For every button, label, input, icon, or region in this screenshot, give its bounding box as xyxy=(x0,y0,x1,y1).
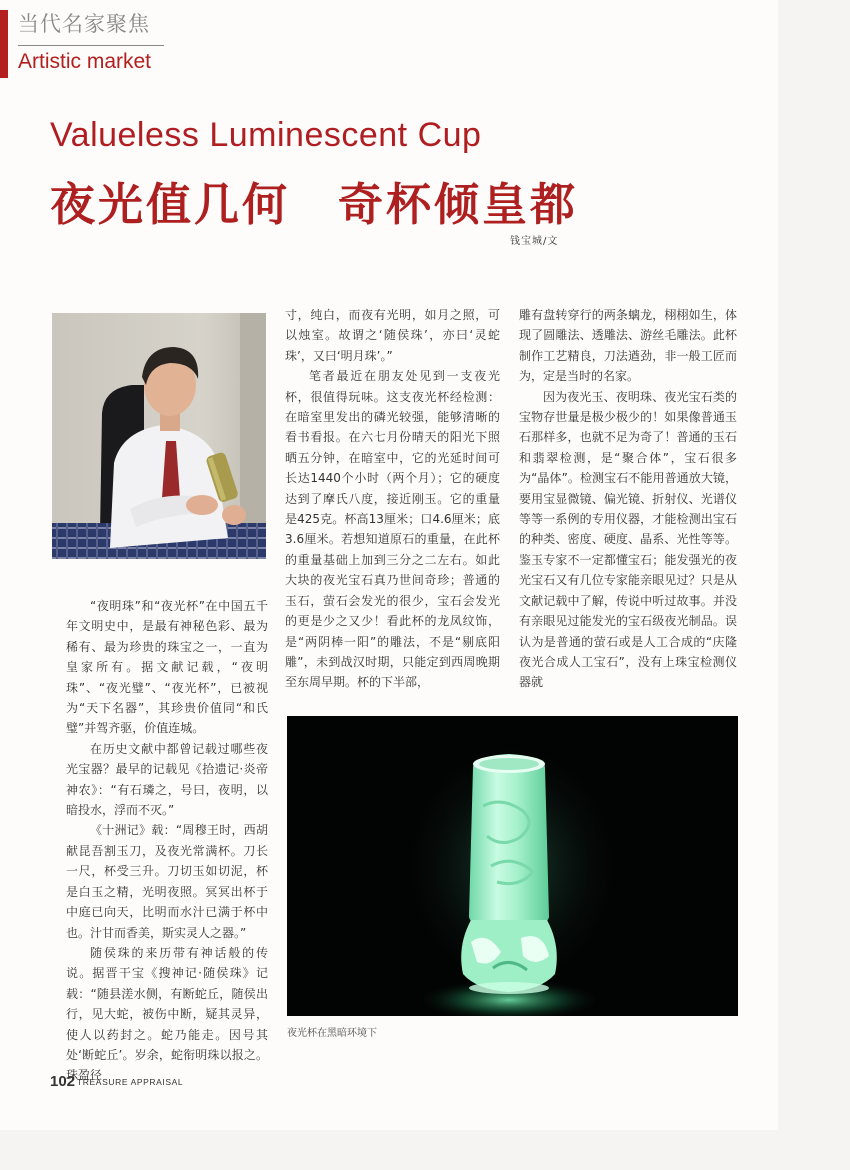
section-title-cn: 当代名家聚焦 xyxy=(18,12,150,36)
article-title-en: Valueless Luminescent Cup xyxy=(50,116,482,154)
section-accent-bar xyxy=(0,10,8,78)
paragraph: 随侯珠的来历带有神话般的传说。据晋干宝《搜神记·随侯珠》记载：“随县溠水侧，有断蛇丘，随侯出行，见大蛇，被伤中断，疑其灵异，使人以药封之。蛇乃能走。因号其处‘断蛇丘’。岁余，蛇衔明珠以报之。珠盈径 xyxy=(66,945,268,1083)
paragraph: 笔者最近在朋友处见到一支夜光杯，很值得玩味。这支夜光杯经检测：在暗室里发出的磷光较强，能够清晰的看书看报。在六七月份晴天的阳光下照晒五分钟，在暗室中，它的光延时间可长达1440个小时（两个月）；它的硬度达到了摩氏八度，接近刚玉。它的重量是425克。杯高13厘米；口4.6厘米；底3.6厘米。若想知道原石的重量，在此杯的重量基础上加到三分之二左右。如此大块的夜光宝石真乃世间奇珍；普通的玉石，萤石会发光的很少，宝石会发光的更是少之又少！看此杯的龙凤纹饰，是“两阴棒一阳”的雕法，不是“剔底阳雕”，未到战汉时期，只能定到西周晚期至东周早期。杯的下半部， xyxy=(285,369,500,690)
article-column-1 xyxy=(66,596,268,1086)
paragraph: 《十洲记》载：“周穆王时，西胡献昆吾割玉刀，及夜光常满杯。刀长一尺，杯受三升。刀切玉如切泥，杯是白玉之精，光明夜照。冥冥出杯于中庭已向天，比明而水汁已满于杯中也。汁甘而香美，斯实灵人之器。” xyxy=(66,823,268,940)
section-divider xyxy=(18,45,164,46)
publication-name: TREASURE APPRAISAL xyxy=(77,1077,184,1087)
luminescent-cup-photo xyxy=(287,716,738,1016)
paragraph: “夜明珠”和“夜光杯”在中国五千年文明史中，是最有神秘色彩、最为稀有、最为珍贵的珠宝之一，一直为皇家所有。据文献记载，“夜明珠”、“夜光璧”、“夜光杯”，已被视为“天下名器”，其珍贵价值同“和氏璧”并驾齐驱，价值连城。 xyxy=(66,599,268,736)
paragraph: 寸，纯白，而夜有光明，如月之照，可以烛室。故谓之‘随侯珠’，亦曰‘灵蛇珠’，又曰‘明月珠’。” xyxy=(285,308,500,363)
section-title-en: Artistic market xyxy=(18,50,152,73)
article-column-3 xyxy=(519,305,737,693)
figure-caption: 夜光杯在黑暗环境下 xyxy=(287,1028,377,1039)
paragraph: 雕有盘转穿行的两条螭龙，栩栩如生，体现了圆雕法、透雕法、游丝毛雕法。此杯制作工艺精良，刀法遒劲，非一般工匠而为，定是当时的名家。 xyxy=(519,308,737,384)
article-author: 钱宝城/文 xyxy=(510,236,559,247)
paragraph: 在历史文献中都曾记载过哪些夜光宝器？最早的记载见《拾遗记·炎帝神农》：“有石璘之，号曰，夜明，以暗投水，浮而不灭。” xyxy=(66,741,268,818)
paragraph: 因为夜光玉、夜明珠、夜光宝石类的宝物存世量是极少极少的！如果像普通玉石那样多，也就不足为奇了！普通的玉石和翡翠检测，是“聚合体”，宝石很多为“晶体”。检测宝石不能用普通放大镜，要用宝显微镜、偏光镜、折射仪、光谱仪等等一系例的专用仪器，才能检测出宝石的种类、密度、硬度、晶系、光性等等。鉴玉专家不一定都懂宝石；能发强光的夜光宝石又有几位专家能亲眼见过？只是从文献记载中了解，传说中听过故事。并没有亲眼见过能发光的宝石级夜光制品。误认为是普通的萤石或是人工合成的“庆隆夜光合成人工宝石”，没有上珠宝检测仪器就 xyxy=(519,389,737,690)
article-title-cn: 夜光值几何 奇杯倾皇都 xyxy=(50,178,579,231)
page-number: 102 xyxy=(50,1073,76,1090)
author-portrait-photo xyxy=(52,313,266,559)
article-column-2 xyxy=(285,305,500,693)
